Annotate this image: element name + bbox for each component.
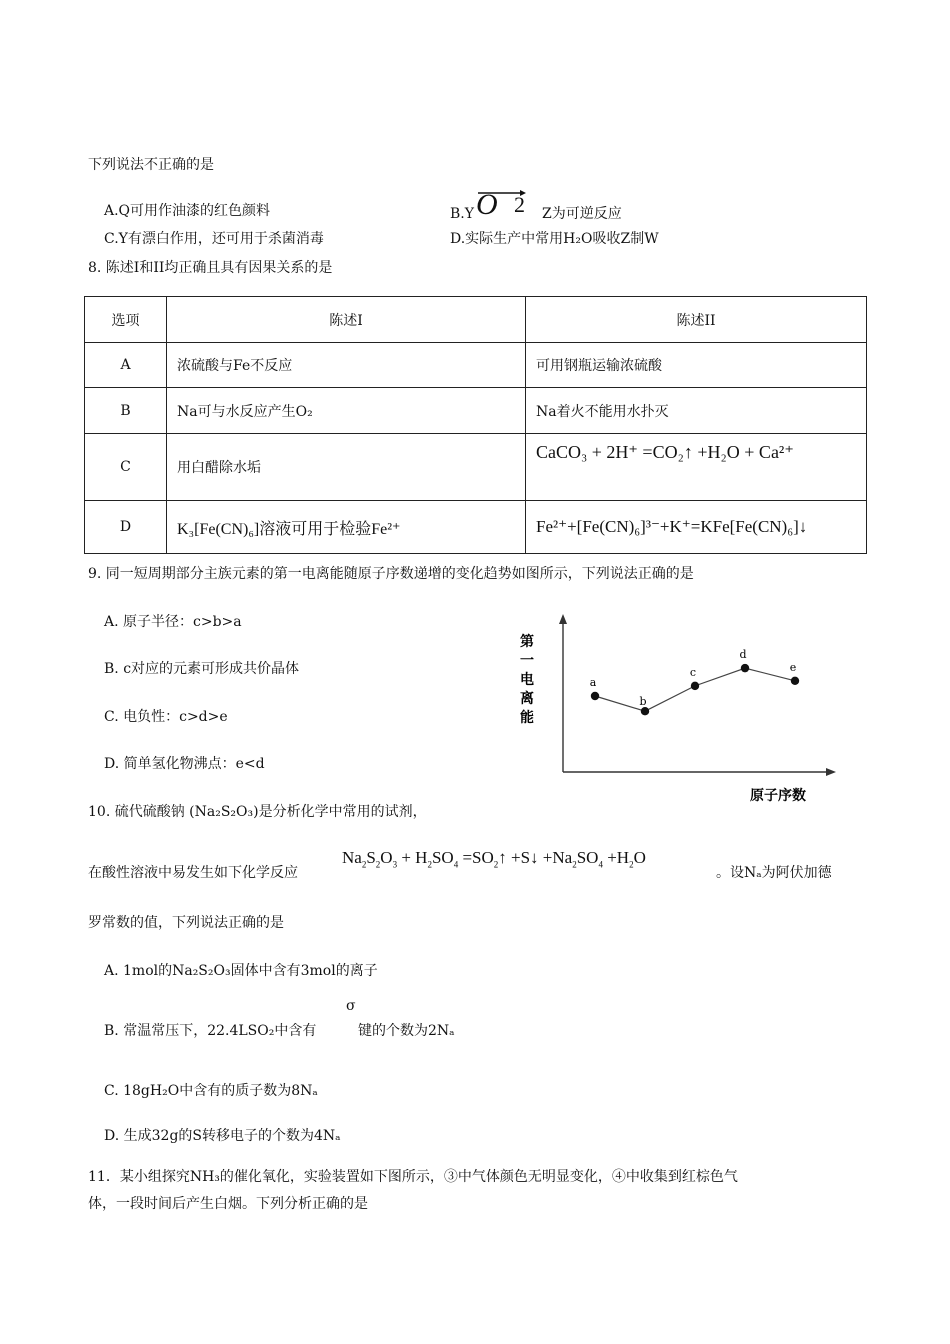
q11-line-2: 体，一段时间后产生白烟。下列分析正确的是 [88,1196,368,1212]
q7-option-c: C.Y有漂白作用，还可用于杀菌消毒 [104,231,324,247]
ionization-energy-chart [510,612,850,812]
row-statement-2: 可用钢瓶运输浓硫酸 [526,343,867,388]
data-point-b [641,707,649,715]
data-point-c [691,682,699,690]
table-header-row [85,297,867,343]
data-label-e: e [789,660,797,674]
y-axis-label [520,633,534,726]
table-row [85,501,867,554]
data-point-a [591,692,599,700]
q7-option-d: D.实际生产中常用H₂O吸收Z制W [450,231,659,247]
q9-option-c: C. 电负性：c>d>e [104,709,228,725]
q10-option-c: C. 18gH₂O中含有的质子数为8Nₐ [104,1083,318,1099]
q9-option-a: A. 原子半径：c>b>a [104,614,242,630]
data-label-c: c [689,665,697,679]
y-axis-arrow-icon [559,614,567,624]
q7-option-b [450,188,622,223]
row-statement-1: 用白醋除水垢 [167,434,526,501]
row-statement-2: Na着火不能用水扑灭 [526,388,867,434]
row-option: B [85,388,167,434]
q7-option-a: A.Q可用作油漆的红色颜料 [104,203,271,219]
x-axis-arrow-icon [826,768,836,776]
table-row [85,434,867,501]
q8-stem: 8. 陈述I和II均正确且具有因果关系的是 [88,260,333,276]
q10-equation: $Na_2S_2O_3 + H_2SO_4$ $=SO_2↑$ +S↓ $+Na_2SO_4 +H_2O$ [342,848,646,870]
row-statement-2: CaCO₃ + 2H⁺ =CO₂↑ +H₂O + Ca²⁺ [526,434,867,501]
q10-option-b-pre: B. 常温常压下，22.4LSO₂中含有 [104,1023,317,1039]
q10-stem-3: 罗常数的值，下列说法正确的是 [88,915,284,931]
row-statement-1: Na可与水反应产生O₂ [167,388,526,434]
header-statement-1: 陈述I [167,297,526,343]
arrow-label-sub: 2 [513,192,525,217]
header-option: 选项 [85,297,167,343]
row-statement-1: 浓硫酸与Fe不反应 [167,343,526,388]
data-label-a: a [589,676,597,689]
data-label-d: d [739,648,747,662]
q7-b-prefix: B.Y [450,206,474,222]
q10-option-d: D. 生成32g的S转移电子的个数为4Nₐ [104,1128,341,1144]
arrow-label-o: O [475,188,498,221]
row-option: C [85,434,167,501]
x-axis-label: 原子序数 [750,788,806,804]
data-point-e [791,677,799,685]
row-statement-2: Fe²⁺+[Fe(CN)₆]³⁻+K⁺=KFe[Fe(CN)₆]↓ [526,501,867,554]
q10-stem-2-pre: 在酸性溶液中易发生如下化学反应 [88,865,298,881]
row-statement-1: K₃[Fe(CN)₆]溶液可用于检验Fe²⁺ [167,501,526,554]
q7-b-suffix: Z为可逆反应 [541,206,622,222]
y-axis-label-text: 第一电离能 [520,634,534,726]
header-statement-2: 陈述II [526,297,867,343]
q10-option-a: A. 1mol的Na₂S₂O₃固体中含有3mol的离子 [104,963,378,979]
reaction-arrow [474,188,542,221]
sigma-symbol: σ [346,998,356,1014]
table-row [85,343,867,388]
q10-option-b-post: 键的个数为2Nₐ [358,1023,455,1039]
q10-stem-2-post: 。设Nₐ为阿伏加德 [716,865,832,881]
intro-text: 下列说法不正确的是 [88,157,214,173]
row-option: A [85,343,167,388]
q9-option-b: B. c对应的元素可形成共价晶体 [104,661,300,677]
data-point-d [741,664,749,672]
row-option: D [85,501,167,554]
q11-line-1: 11．某小组探究NH₃的催化氧化，实验装置如下图所示，③中气体颜色无明显变化，④中收集到红棕色气 [88,1169,738,1185]
q9-option-d: D. 简单氢化物沸点：e<d [104,756,265,772]
q10-stem-1: 10. 硫代硫酸钠 (Na₂S₂O₃)是分析化学中常用的试剂， [88,804,427,820]
q8-table [84,296,867,554]
data-label-b: b [639,695,647,709]
q9-stem: 9. 同一短周期部分主族元素的第一电离能随原子序数递增的变化趋势如图所示，下列说法正确的是 [88,566,694,582]
table-row [85,388,867,434]
